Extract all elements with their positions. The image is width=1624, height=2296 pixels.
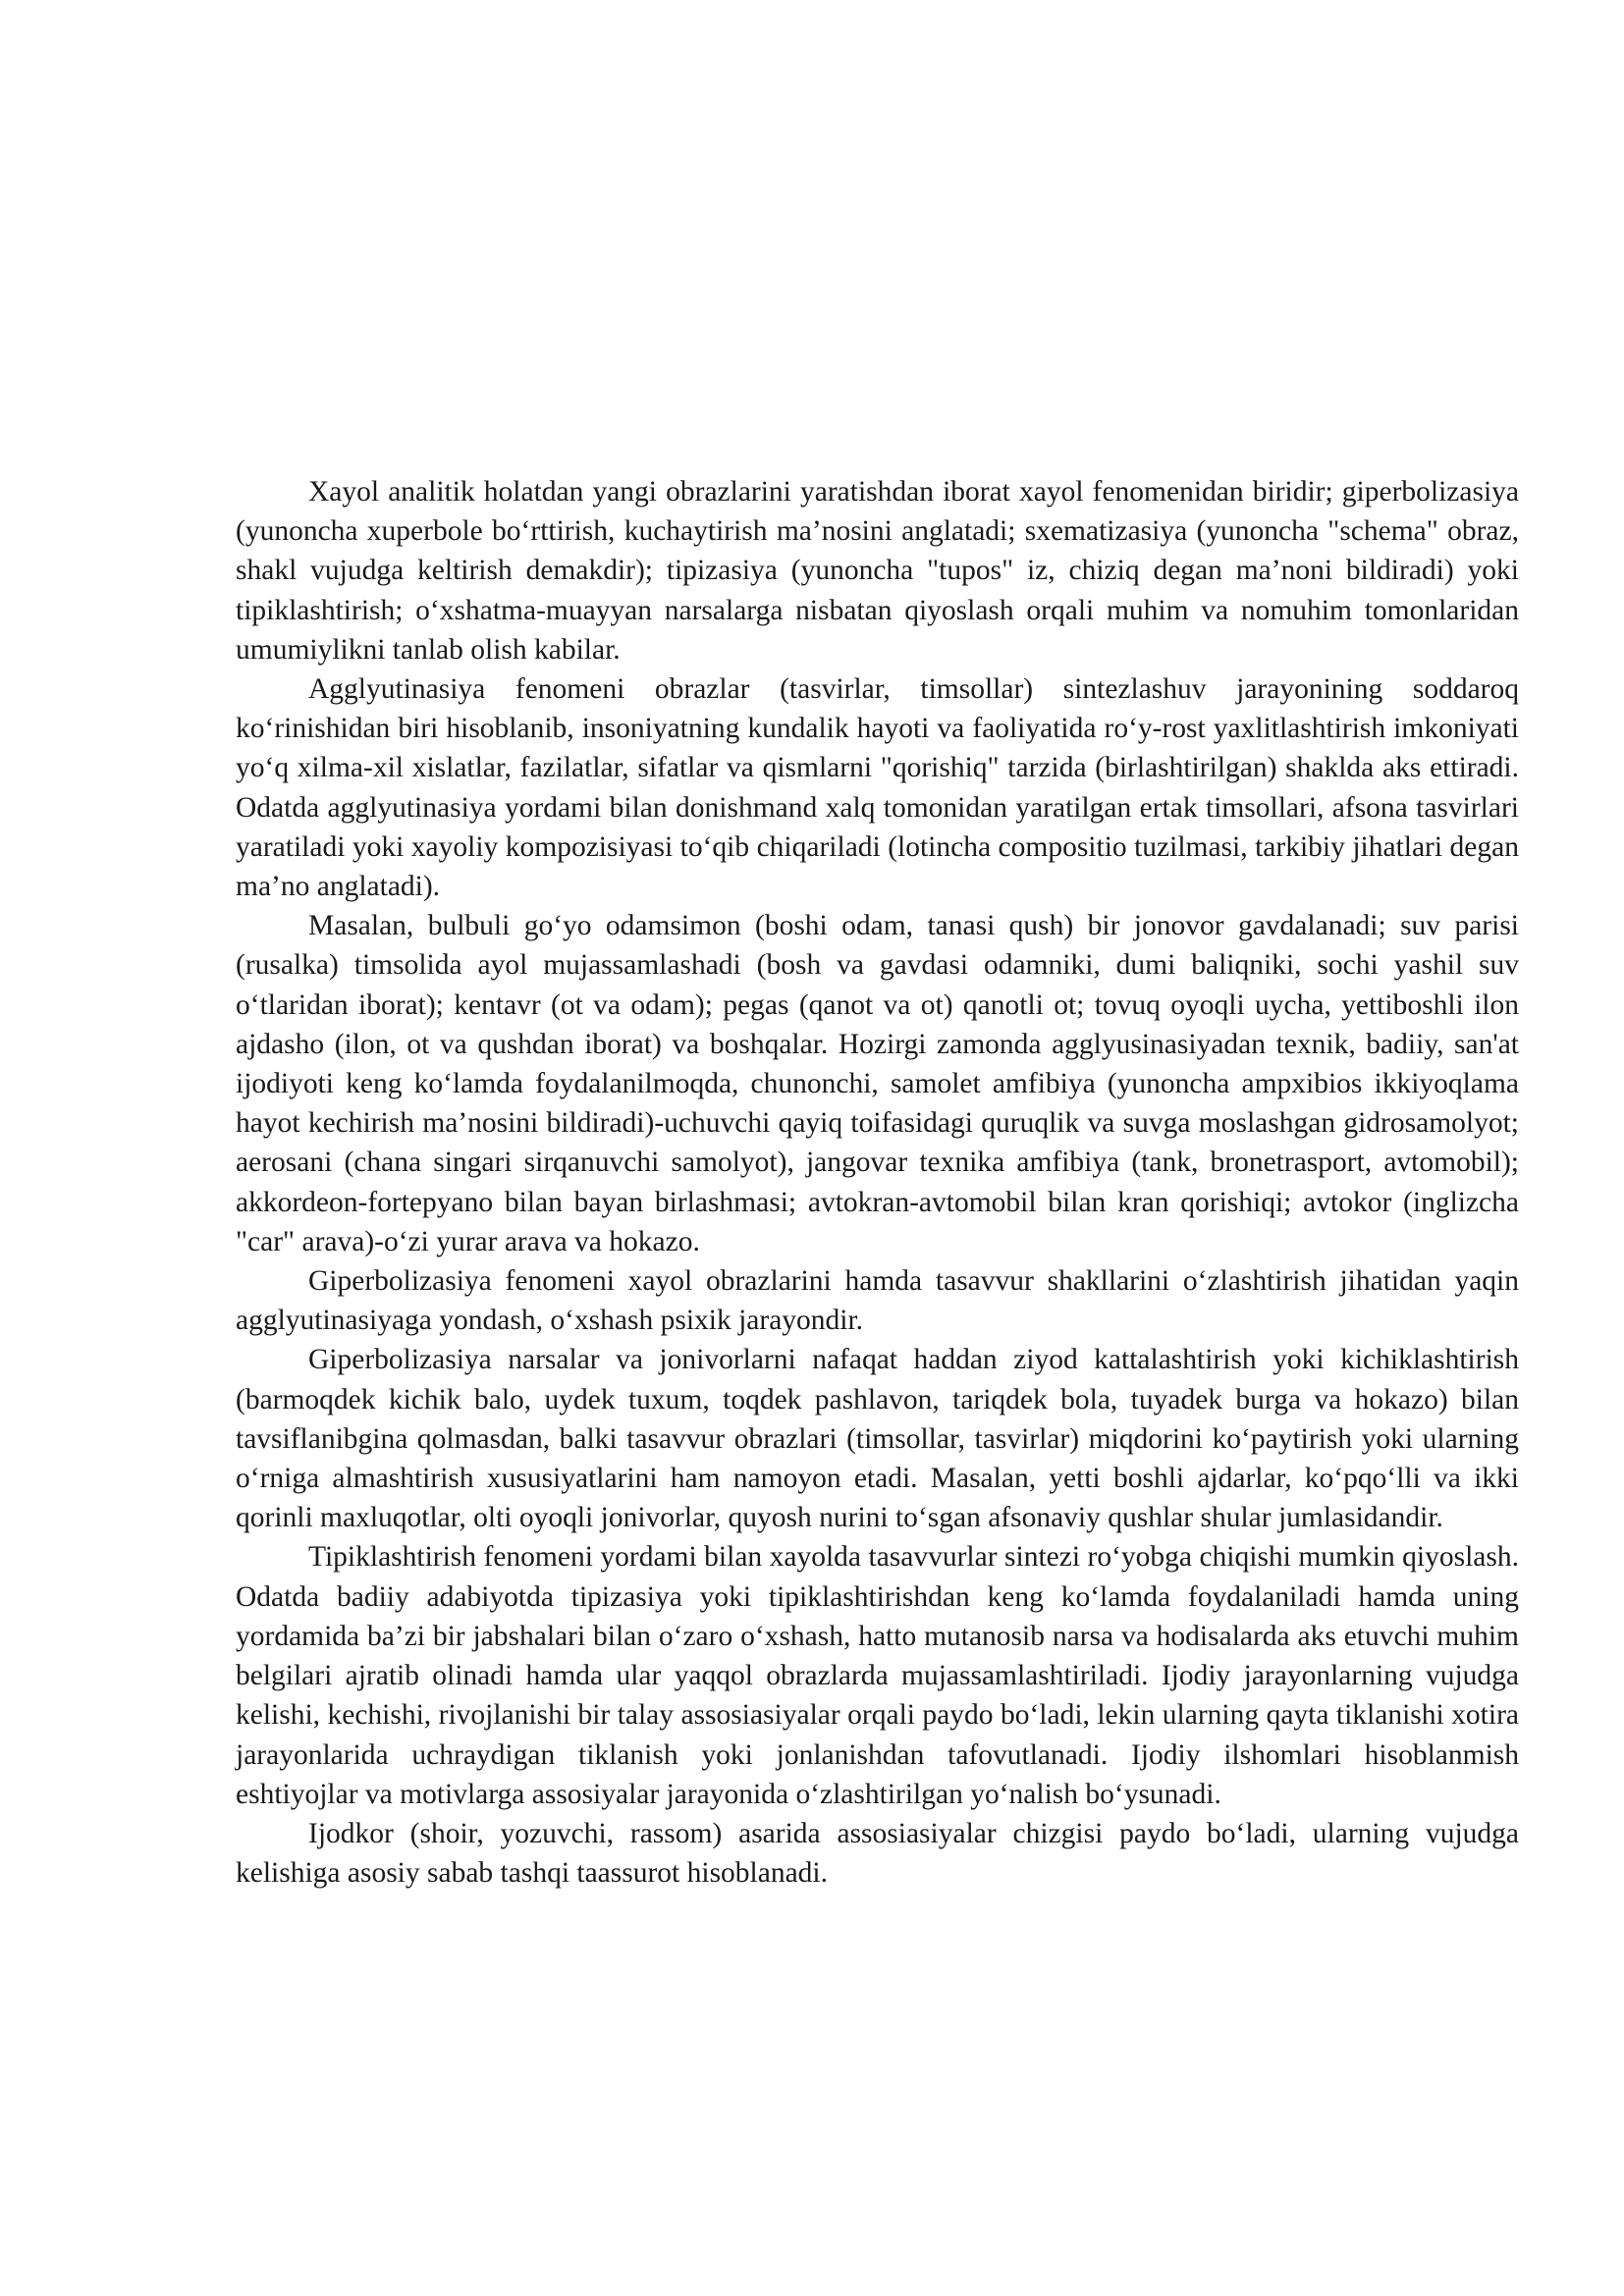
paragraph: Giperbolizasiya narsalar va jonivorlarni nafaqat haddan ziyod kattalashtirish yoki kichiklashtirish (barmoqdek kichik balo, uydek tuxum, toqdek pashlavon, tariqdek bola, tuyadek burga va hokazo) bilan tavsiflanibgina qolmasdan, balki tasavvur obrazlari (timsollar, tasvirlar) miqdorini ko‘paytirish yoki ularning o‘rniga almashtirish xususiyatlarini ham namoyon etadi. Masalan, yetti boshli ajdarlar, ko‘pqo‘lli va ikki qorinli maxluqotlar, olti oyoqli jonivorlar, quyosh nurini to‘sgan afsonaviy qushlar shular jumlasidandir. [236, 1344, 1519, 1534]
paragraph: Xayol analitik holatdan yangi obrazlarini yaratishdan iborat xayol fenomenidan biridir; giperbolizasiya (yunoncha xuperbole bo‘rttirish, kuchaytirish ma’nosini anglatadi; sxematizasiya (yunoncha "schema" obraz, shakl vujudga keltirish demakdir); tipizasiya (yunoncha "tupos" iz, chiziq degan ma’noni bildiradi) yoki tipiklashtirish; o‘xshatma-muayyan narsalarga nisbatan qiyoslash orqali muhim va nomuhim tomonlaridan umumiylikni tanlab olish kabilar. [236, 476, 1519, 666]
paragraph: Masalan, bulbuli go‘yo odamsimon (boshi odam, tanasi qush) bir jonovor gavdalanadi; suv parisi (rusalka) timsolida ayol mujassamlashadi (bosh va gavdasi odamniki, dumi baliqniki, sochi yashil suv o‘tlaridan iborat); kentavr (ot va odam); pegas (qanot va ot) qanotli ot; tovuq oyoqli uycha, yettiboshli ilon ajdasho (ilon, ot va qushdan iborat) va boshqalar. Hozirgi zamonda agglyusinasiyadan texnik, badiiy, san'at ijodiyoti keng ko‘lamda foydalanilmoqda, chunonchi, samolet amfibiya (yunoncha ampxibios ikkiyoqlama hayot kechirish ma’nosini bildiradi)-uchuvchi qayiq toifasidagi quruqlik va suvga moslashgan gidrosamolyot; aerosani (chana singari sirqanuvchi samolyot), jangovar texnika amfibiya (tank, bronetrasport, avtomobil); akkordeon-fortepyano bilan bayan birlashmasi; avtokran-avtomobil bilan kran qorishiqi; avtokor (inglizcha "car" arava)-o‘zi yurar arava va hokazo. [236, 910, 1519, 1257]
body-text [236, 472, 1519, 1893]
paragraph: Agglyutinasiya fenomeni obrazlar (tasvirlar, timsollar) sintezlashuv jarayonining soddaroq ko‘rinishidan biri hisoblanib, insoniyatning kundalik hayoti va faoliyatida ro‘y-rost yaxlitlashtirish imkoniyati yo‘q xilma-xil xislatlar, fazilatlar, sifatlar va qismlarni "qorishiq" tarzida (birlashtirilgan) shaklda aks ettiradi. Odatda agglyutinasiya yordami bilan donishmand xalq tomonidan yaratilgan ertak timsollari, afsona tasvirlari yaratiladi yoki xayoliy kompozisiyasi to‘qib chiqariladi (lotincha compositio tuzilmasi, tarkibiy jihatlari degan ma’no anglatadi). [236, 673, 1519, 903]
paragraph: Tipiklashtirish fenomeni yordami bilan xayolda tasavvurlar sintezi ro‘yobga chiqishi mumkin qiyoslash. Odatda badiiy adabiyotda tipizasiya yoki tipiklashtirishdan keng ko‘lamda foydalaniladi hamda uning yordamida ba’zi bir jabshalari bilan o‘zaro o‘xshash, hatto mutanosib narsa va hodisalarda aks etuvchi muhim belgilari ajratib olinadi hamda ular yaqqol obrazlarda mujassamlashtiriladi. Ijodiy jarayonlarning vujudga kelishi, kechishi, rivojlanishi bir talay assosiasiyalar orqali paydo bo‘ladi, lekin ularning qayta tiklanishi xotira jarayonlarida uchraydigan tiklanish yoki jonlanishdan tafovutlanadi. Ijodiy ilshomlari hisoblanmish eshtiyojlar va motivlarga assosiyalar jarayonida o‘zlashtirilgan yo‘nalish bo‘ysunadi. [236, 1541, 1519, 1810]
paragraph: Ijodkor (shoir, yozuvchi, rassom) asarida assosiasiyalar chizgisi paydo bo‘ladi, ularning vujudga kelishiga asosiy sabab tashqi taassurot hisoblanadi. [236, 1817, 1519, 1890]
paragraph: Giperbolizasiya fenomeni xayol obrazlarini hamda tasavvur shakllarini o‘zlashtirish jihatidan yaqin agglyutinasiyaga yondash, o‘xshash psixik jarayondir. [236, 1265, 1519, 1337]
